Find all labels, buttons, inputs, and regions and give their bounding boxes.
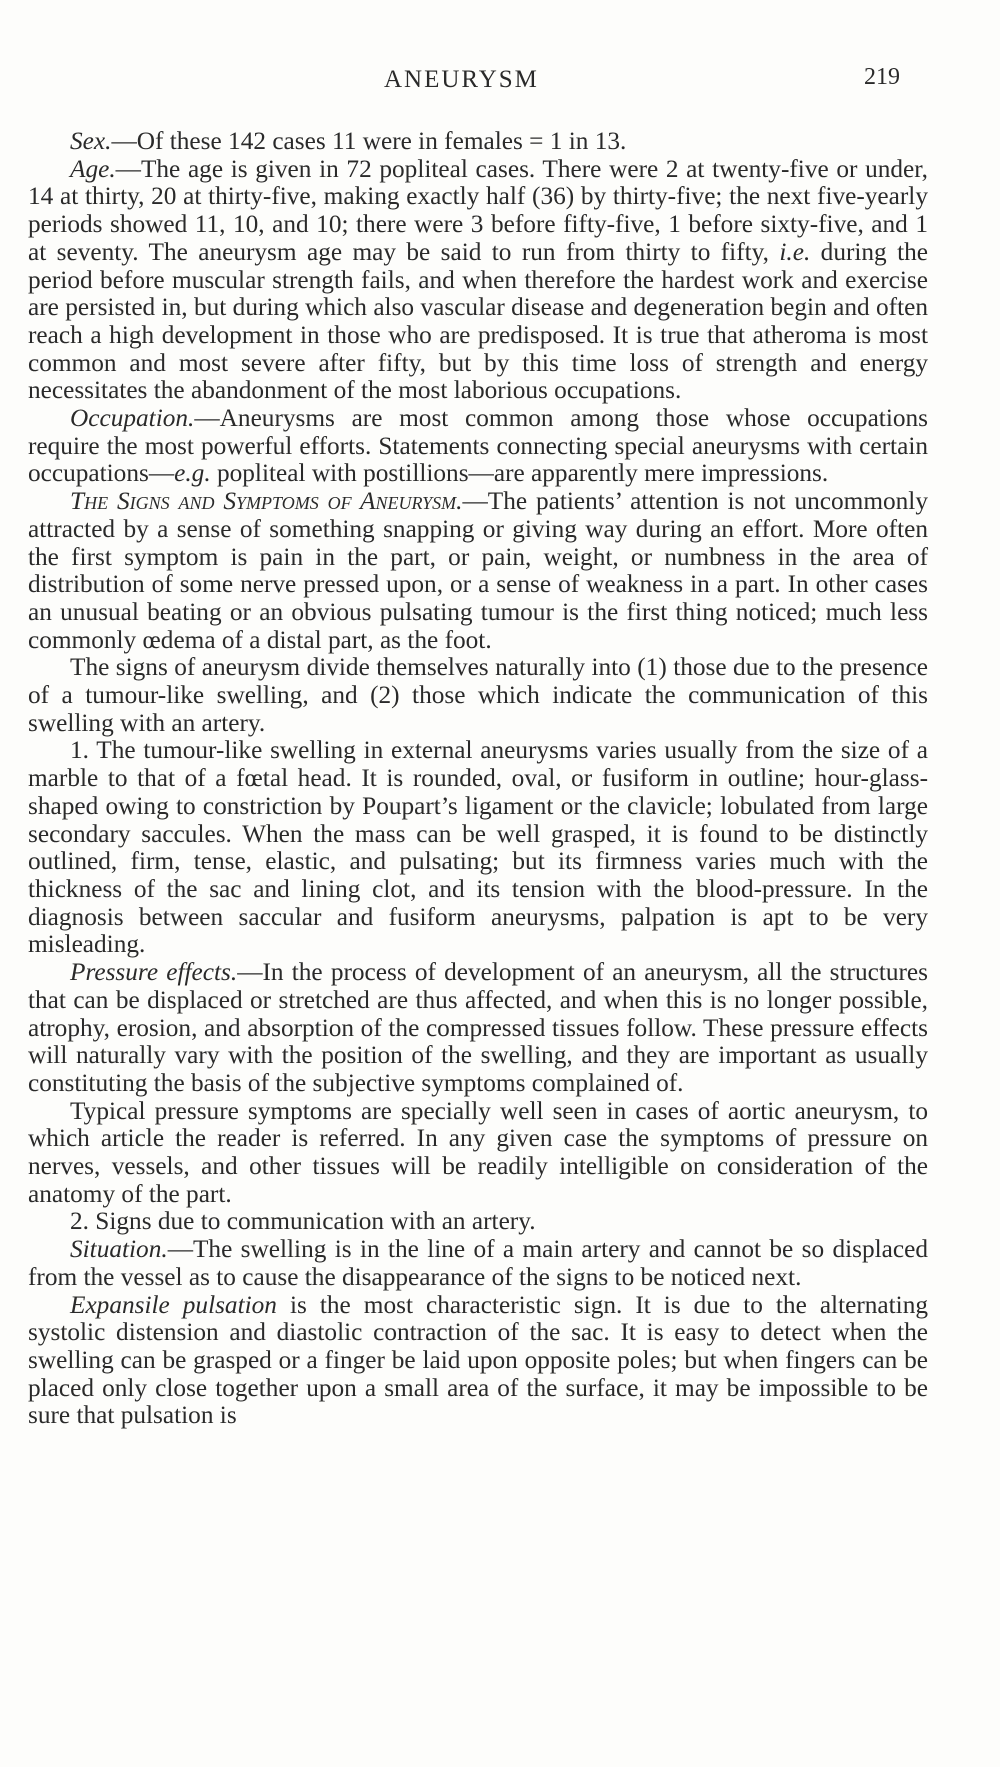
paragraph-signs [28,488,928,654]
running-head [0,66,1000,106]
running-title: ANEURYSM [384,66,539,93]
page-number: 219 [864,64,900,90]
text-age-part-2: during the period before muscular strength fails, and when therefore the hardest work and exercise are persisted in, but during which also vascular disease and degeneration begin and often reach a high development in those who are predisposed. It is true that atheroma is most common and most severe after fifty, but by this time loss of strength and energy necessitates the abandonment of the most laborious occupations. [28,237,928,405]
paragraph-sex [28,128,928,156]
heading-expansile-pulsation: Expansile pulsation [70,1290,277,1319]
paragraph-pressure [28,959,928,1098]
abbr-eg: e.g. [174,459,211,488]
paragraph-age [28,156,928,405]
text-situation: —The swelling is in the line of a main artery and cannot be so displaced from the vessel as to cause the disappearance of the signs to be noticed next. [28,1235,928,1291]
text-sex: —Of these 142 cases 11 were in females = 1 in 13. [111,127,627,155]
paragraph-tumour: 1. The tumour-like swelling in external aneurysms varies usually from the size of a marble to that of a fœtal head. It is rounded, oval, or fusiform in outline; hour-glass-shaped owing to constriction by Poupart’s ligament or the clavicle; lobulated from large secondary saccules. When the mass can be well grasped, it is found to be distinctly outlined, firm, tense, elastic, and pulsating; but its firmness varies much with the thickness of the sac and lining clot, and its tension with the blood-pressure. In the diagnosis between saccular and fusiform aneurysms, palpation is apt to be very misleading. [28,736,928,959]
heading-occupation: Occupation. [70,404,195,433]
paragraph-divide: The signs of aneurysm divide themselves naturally into (1) those due to the presence of a tumour-like swelling, and (2) those which indicate the communication of this swelling with an artery. [28,653,928,737]
text-pressure: —In the process of development of an aneurysm, all the structures that can be displaced or stretched are thus affected, and when this is no longer possible, atrophy, erosion, and absorption of the compressed tissues follow. These pressure effects will naturally vary with the position of the swelling, and they are important as usually constituting the basis of the subjective symptoms complained of. [28,958,928,1097]
text-occupation-part-1: —Aneurysms are most common among those whose occupations require the most powerful efforts. Statements connecting special aneurysms with certain occupations— [28,404,928,488]
paragraph-communication: 2. Signs due to communication with an artery. [70,1207,536,1236]
heading-situation: Situation. [70,1235,168,1264]
text-expansile: is the most characteristic sign. It is due to the alternating systolic distension and diastolic contraction of the sac. It is easy to detect when the swelling can be grasped or a finger be laid upon opposite poles; but when fingers can be placed only close together upon a small area of the surface, it may be impossible to be sure that pulsation is [28,1290,928,1430]
abbr-ie: i.e. [779,237,811,266]
text-age-part-1: —The age is given in 72 popliteal cases. There were 2 at twenty-five or under, 14 at thirty, 20 at thirty-five, making exactly half (36) by thirty-five; the next five-yearly periods showed 11, 10, and 10; there were 3 before fifty-five, 1 before sixty-five, and 1 at seventy. The aneurysm age may be said to run from thirty to fifty, [28,154,928,266]
paragraph-typical: Typical pressure symptoms are specially well seen in cases of aortic aneurysm, to which article the reader is referred. In any given case the symptoms of pressure on nerves, vessels, and other tissues will be readily intelligible on consideration of the anatomy of the part. [28,1096,928,1208]
text-signs: —The patients’ attention is not uncommonly attracted by a sense of something snapping or giving way during an effort. More often the first symptom is pain in the part, or pain, weight, or numbness in the area of distribution of some nerve pressed upon, or a sense of weakness in a part. In other cases an unusual beating or an obvious pulsating tumour is the first thing noticed; much less commonly œdema of a distal part, as the foot. [28,487,928,654]
paragraph-situation [28,1236,928,1291]
heading-sex: Sex. [70,127,112,155]
heading-pressure-effects: Pressure effects. [70,958,238,987]
heading-age: Age. [70,154,116,183]
heading-signs-and-symptoms: The Signs and Symptoms of Aneurysm. [70,487,463,516]
paragraph-occupation [28,405,928,488]
body-text [28,128,928,1430]
paragraph-expansile [28,1292,928,1431]
text-occupation-part-2: popliteal with postillions—are apparently mere impressions. [210,459,829,488]
